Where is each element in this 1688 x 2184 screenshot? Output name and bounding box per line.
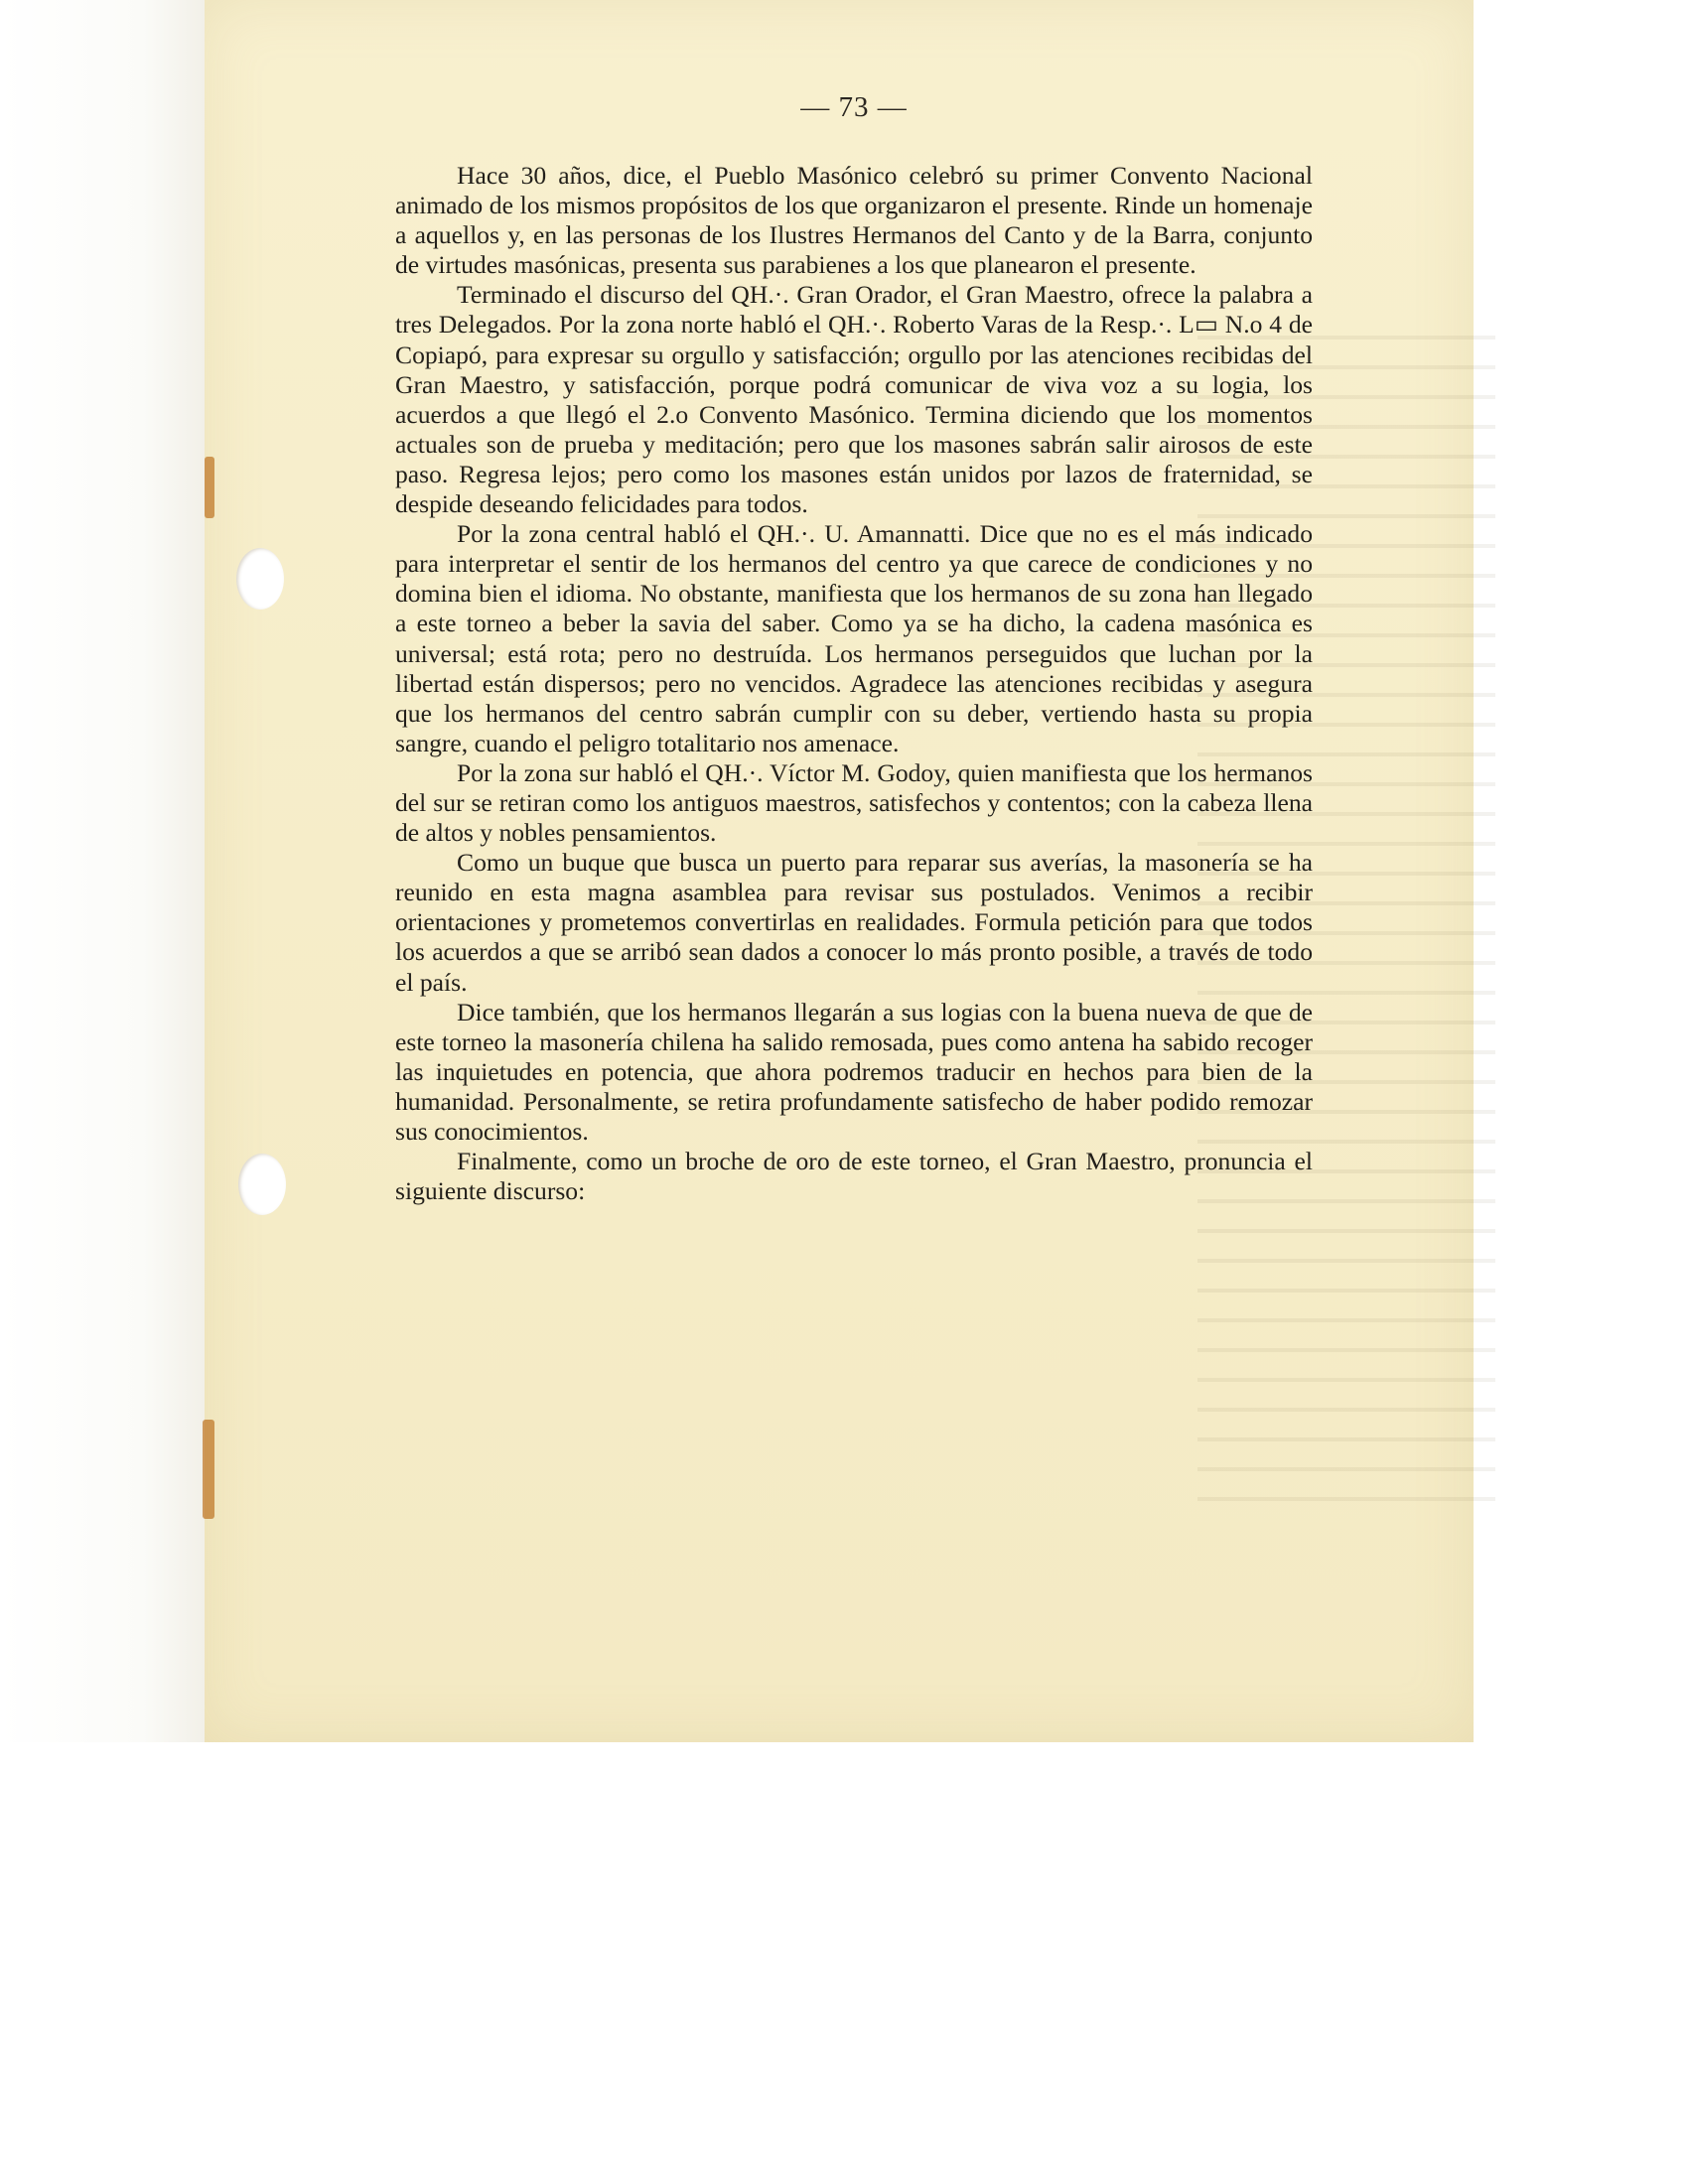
paragraph: Por la zona central habló el QH.·. U. Amannatti. Dice que no es el más indicado para interpretar el sentir de los hermanos del centro ya que carece de condiciones y no domina bien el idioma. No obstante, manifiesta que los hermanos de su zona han llegado a este torneo a beber la savia del saber. Como ya se ha dicho, la cadena masónica es universal; está rota; pero no destruída. Los hermanos perseguidos que luchan por la libertad están dispersos; pero no vencidos. Agradece las atenciones recibidas y asegura que los hermanos del centro sabrán cumplir con su deber, vertiendo hasta su propia sangre, cuando el peligro totalitario nos amenace. <box>395 519 1313 757</box>
page-number: — 73 — <box>800 91 908 123</box>
paragraph: Hace 30 años, dice, el Pueblo Masónico celebró su primer Convento Nacional animado de los mismos propósitos de los que organizaron el presente. Rinde un homenaje a aquellos y, en las personas de los Ilustres Hermanos del Canto y de la Barra, conjunto de virtudes masónicas, presenta sus parabienes a los que planearon el presente. <box>395 161 1313 280</box>
edge-stain <box>205 457 214 518</box>
paragraph: Terminado el discurso del QH.·. Gran Orador, el Gran Maestro, ofrece la palabra a tres Delegados. Por la zona norte habló el QH.·. Roberto Varas de la Resp.·. L▭ N.o 4 de Copiapó, para expresar su orgullo y satisfacción; orgullo por las atenciones recibidas del Gran Maestro, y satisfacción, porque podrá comunicar de viva voz a su logia, los acuerdos a que llegó el 2.o Convento Masónico. Termina diciendo que los momentos actuales son de prueba y meditación; pero que los masones sabrán salir airosos de este paso. Regresa lejos; pero como los masones están unidos por lazos de fraternidad, se despide deseando felicidades para todos. <box>395 280 1313 519</box>
body-text <box>395 161 1313 1206</box>
edge-stain <box>203 1420 214 1519</box>
punch-hole-bottom <box>238 1154 286 1215</box>
paragraph: Finalmente, como un broche de oro de este torneo, el Gran Maestro, pronuncia el siguiente discurso: <box>395 1147 1313 1206</box>
punch-hole-top <box>236 548 284 610</box>
paragraph: Dice también, que los hermanos llegarán a sus logias con la buena nueva de que de este torneo la masonería chilena ha salido remosada, pues como antena ha sabido recoger las inquietudes en potencia, que ahora podremos traducir en hechos para bien de la humanidad. Personalmente, se retira profundamente satisfecho de haber podido remozar sus conocimientos. <box>395 997 1313 1146</box>
paragraph: Como un buque que busca un puerto para reparar sus averías, la masonería se ha reunido en esta magna asamblea para revisar sus postulados. Venimos a recibir orientaciones y prometemos convertirlas en realidades. Formula petición para que todos los acuerdos a que se arribó sean dados a conocer lo más pronto posible, a través de todo el país. <box>395 848 1313 997</box>
paragraph: Por la zona sur habló el QH.·. Víctor M. Godoy, quien manifiesta que los hermanos del sur se retiran como los antiguos maestros, satisfechos y contentos; con la cabeza llena de altos y nobles pensamientos. <box>395 757 1313 848</box>
scan-margin <box>0 0 205 1742</box>
